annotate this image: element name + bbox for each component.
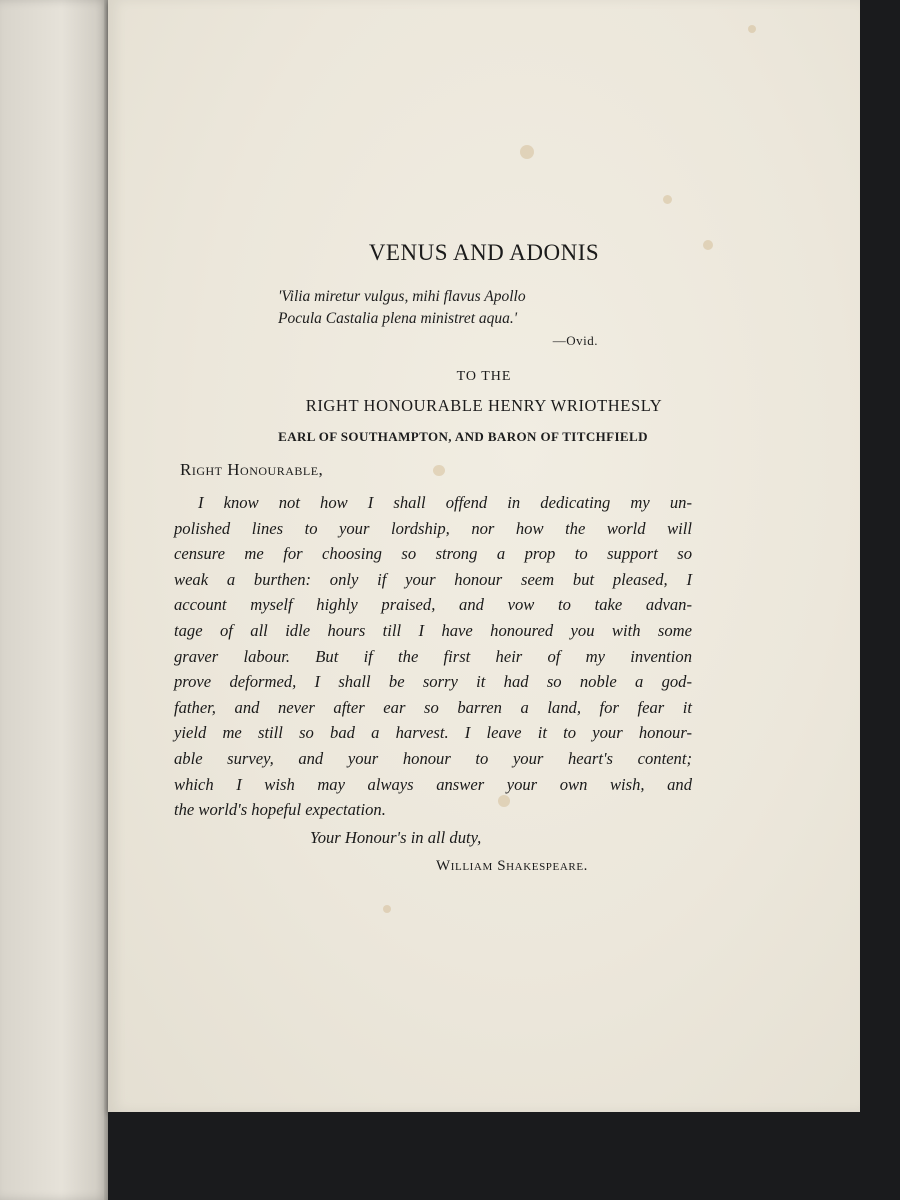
foxing-spot bbox=[748, 25, 756, 33]
letter-line: able survey, and your honour to your heart's content; bbox=[174, 748, 692, 768]
letter-closing: Your Honour's in all duty, bbox=[310, 828, 482, 847]
epigraph bbox=[278, 286, 608, 352]
foxing-spot bbox=[433, 465, 445, 476]
facing-page bbox=[0, 0, 112, 1200]
letter-line: which I wish may always answer your own wish, and bbox=[174, 774, 692, 794]
bottom-background bbox=[108, 1112, 860, 1200]
foxing-spot bbox=[520, 145, 534, 159]
letter-line: weak a burthen: only if your honour seem but pleased, I bbox=[174, 569, 692, 589]
foxing-spot bbox=[663, 195, 672, 204]
epigraph-line: Pocula Castalia plena ministret aqua.' bbox=[278, 310, 518, 327]
letter-line: father, and never after ear so barren a land, for fear it bbox=[174, 697, 692, 717]
right-background-edge bbox=[860, 0, 900, 1200]
book-page bbox=[108, 0, 860, 1112]
letter-line: the world's hopeful expectation. bbox=[174, 800, 386, 820]
letter-signature: William Shakespeare. bbox=[436, 858, 588, 874]
epigraph-line: 'Vilia miretur vulgus, mihi flavus Apollo bbox=[278, 288, 526, 305]
letter-line: prove deformed, I shall be sorry it had so noble a god- bbox=[174, 672, 692, 692]
dedication-titles: EARL OF SOUTHAMPTON, AND BARON OF TITCHFIELD bbox=[278, 429, 648, 444]
letter-line: account myself highly praised, and vow to take advan- bbox=[174, 595, 692, 615]
foxing-spot bbox=[383, 905, 391, 913]
letter-line: censure me for choosing so strong a prop to support so bbox=[174, 544, 692, 564]
dedication-to-the: TO THE bbox=[456, 369, 512, 384]
letter-line: tage of all idle hours till I have honoured you with some bbox=[174, 620, 692, 640]
dedication-recipient: RIGHT HONOURABLE HENRY WRIOTHESLY bbox=[305, 396, 663, 415]
letter-salutation: Right Honourable, bbox=[180, 460, 324, 479]
letter-body bbox=[174, 490, 692, 823]
epigraph-attribution: —Ovid. bbox=[552, 333, 598, 348]
letter-line: graver labour. But if the first heir of my invention bbox=[174, 646, 692, 666]
letter-line: I know not how I shall offend in dedicating my un- bbox=[198, 493, 692, 512]
letter-line: polished lines to your lordship, nor how the world will bbox=[174, 518, 692, 538]
page-title: VENUS AND ADONIS bbox=[368, 240, 600, 265]
letter-line: yield me still so bad a harvest. I leave it to your honour- bbox=[174, 723, 692, 743]
